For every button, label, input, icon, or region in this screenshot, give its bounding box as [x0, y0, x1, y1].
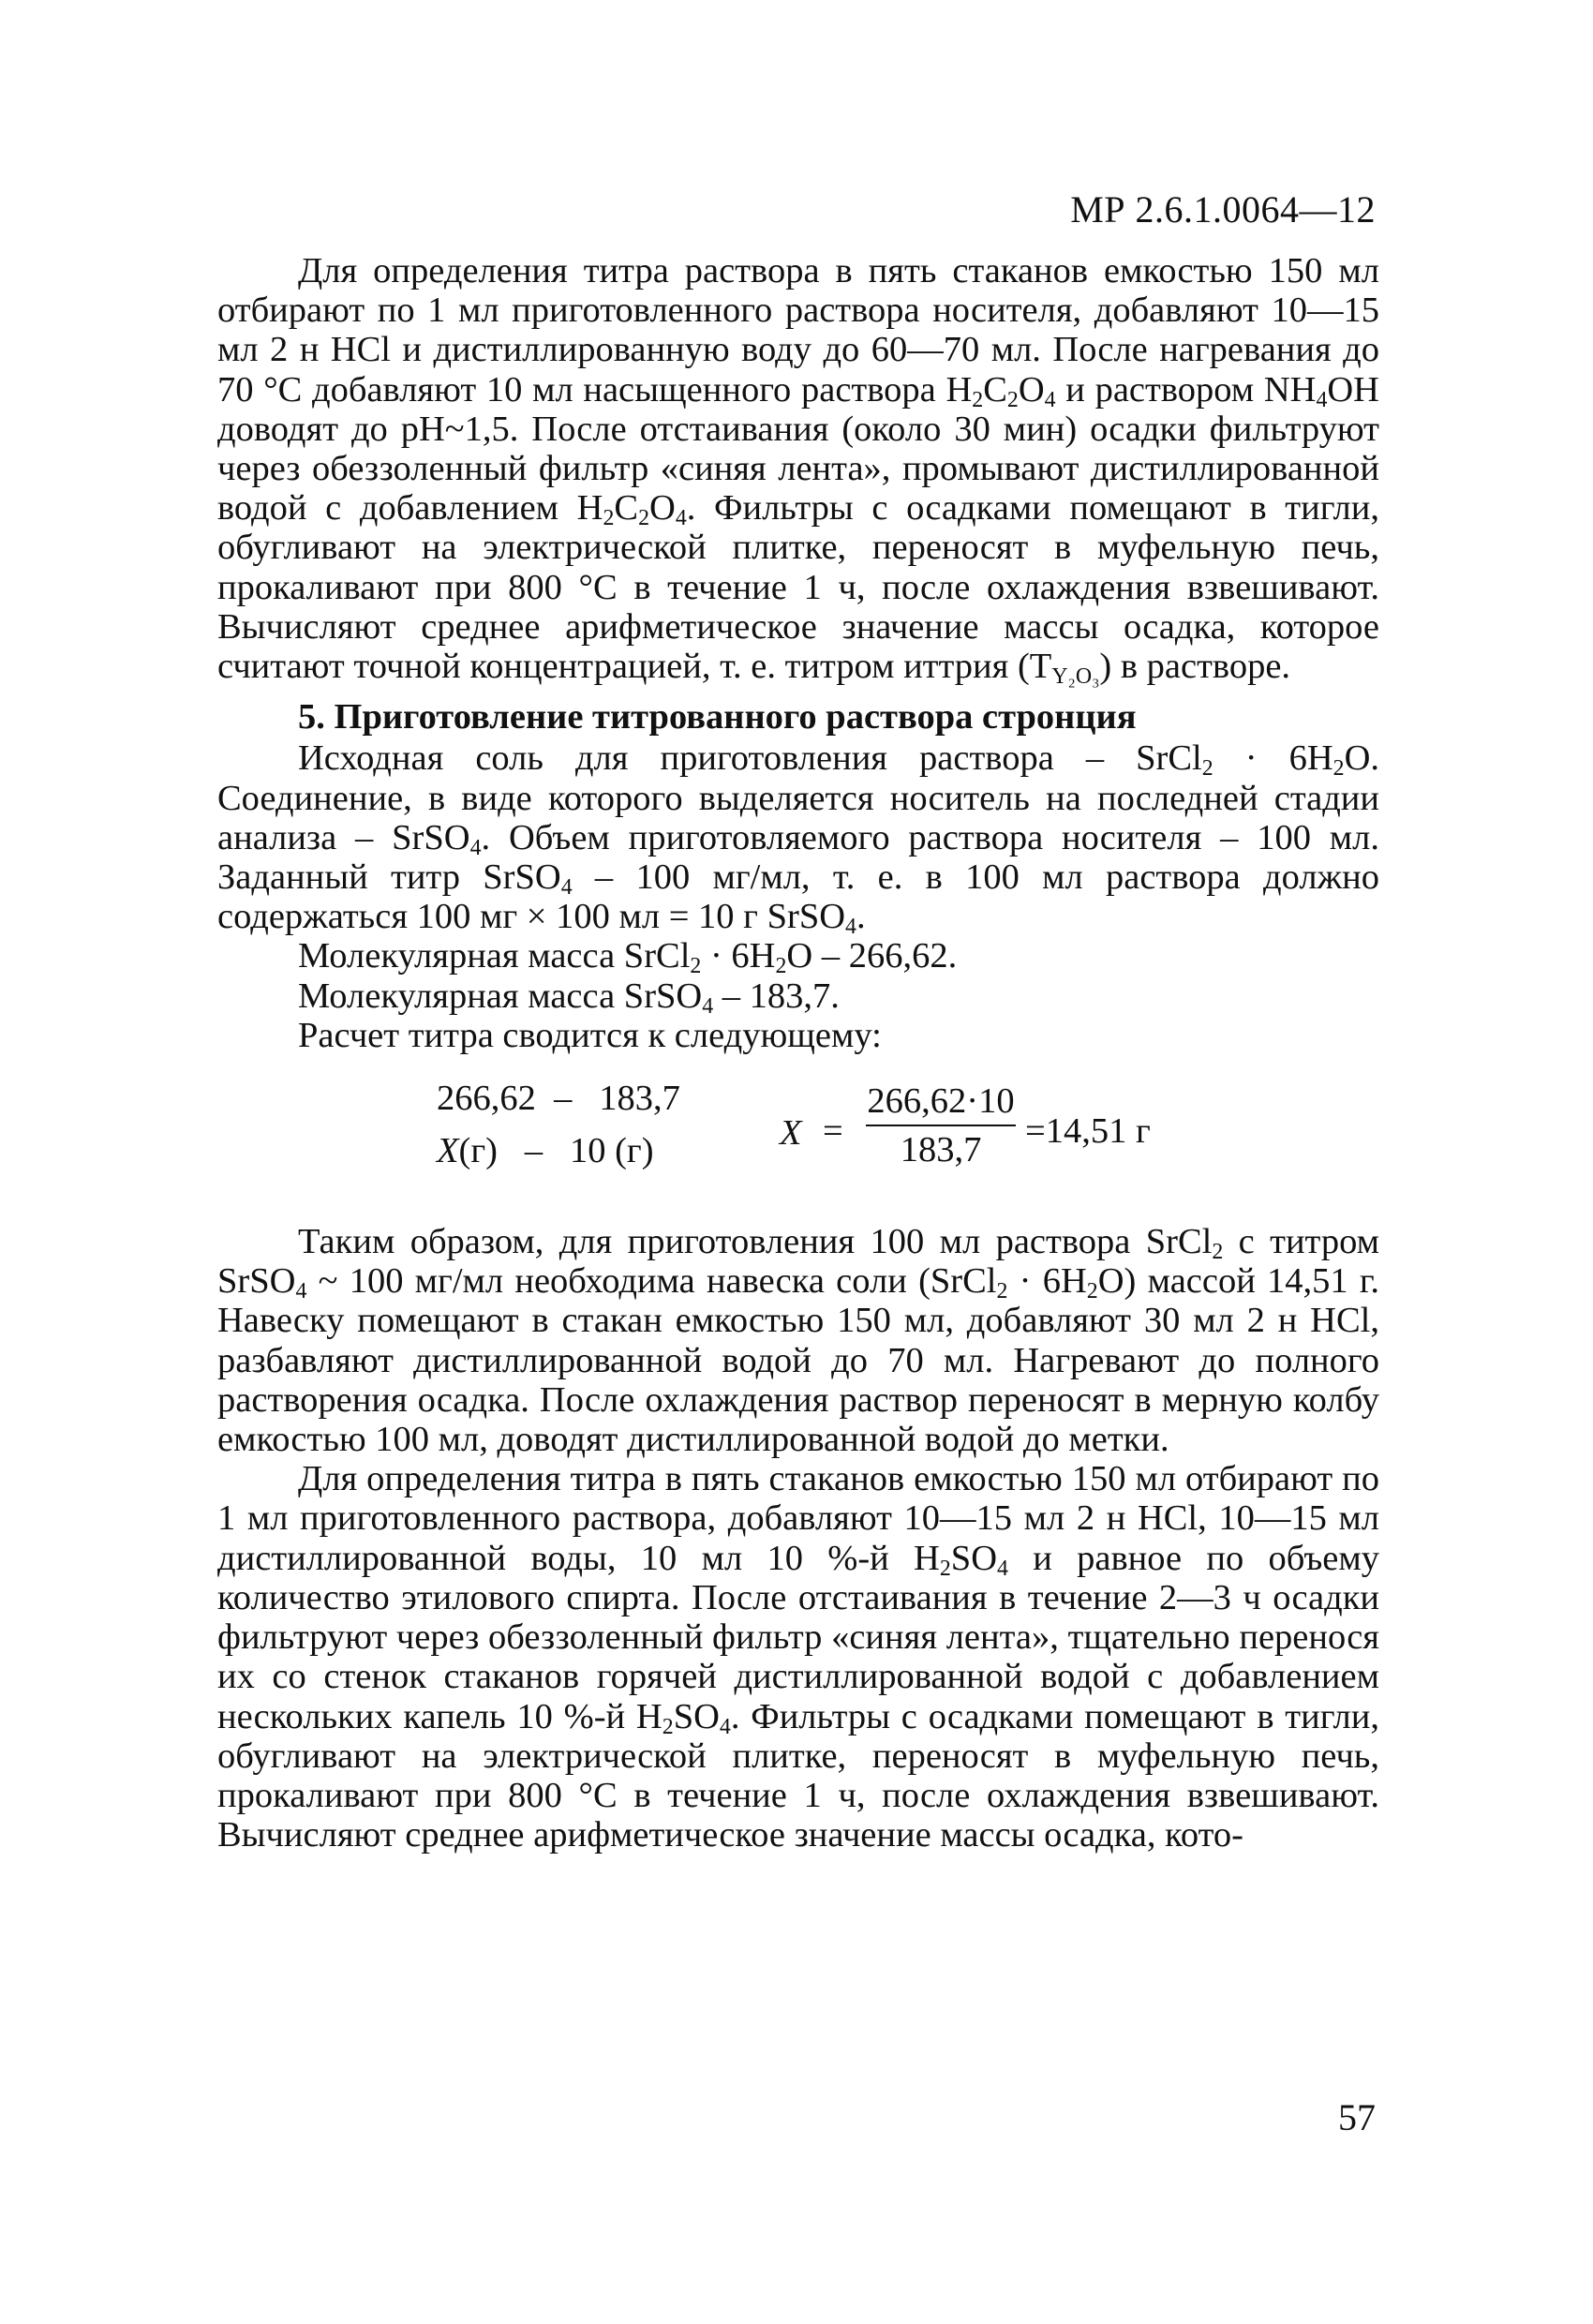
proportion-row-1: 266,62 – 183,7: [437, 1079, 680, 1119]
text: Для определения титра раствора в пять стаканов емкостью 150 мл отбирают по 1 мл приготовленного раствора носителя, добавляют 10—15 мл 2 н HCl и дистиллированную воду до 60—70 мл. После нагревания до 70 °С добавляют 10 мл насыщенного раствора H: [217, 251, 1379, 410]
section-heading: 5. Приготовление титрованного раствора стронция: [298, 697, 1137, 737]
subscript: 2: [690, 954, 702, 979]
calculation-intro: Расчет титра сводится к следующему:: [298, 1015, 882, 1055]
document-code-header: МР 2.6.1.0064—12: [1070, 188, 1376, 231]
subscript: 2: [1006, 387, 1019, 412]
text: · 6H: [1007, 1261, 1087, 1302]
text: . Фильтры с осадками помещают в тигли, обугливают на электрической плитке, переносят в муфельную печь, прокаливают при 800 °С в течение 1 ч, после охлаждения взвешивают. Вычисляют среднее арифметическое значение массы осадка, кото-: [217, 1696, 1380, 1855]
text: O) массой 14,51 г. Навеску помещают в стакан емкостью 150 мл, добавляют 30 мл 2 н HCl, разбавляют дистиллированной водой до 70 мл. Нагревают до полного растворения осадка. После охлаждения раствор переносят в мерную колбу емкостью 100 мл, доводят дистиллированной водой до метки.: [217, 1261, 1379, 1460]
text: O: [649, 488, 676, 529]
text: Молекулярная масса SrSO: [298, 976, 703, 1016]
text: C: [983, 369, 1007, 410]
text: Молекулярная масса SrCl: [298, 936, 691, 976]
text: · 6H: [701, 936, 776, 976]
subscript: 4: [719, 1714, 731, 1739]
text: O: [1018, 369, 1045, 410]
text: – 100 мг/мл, т. е. в 100 мл раствора должно содержаться 100 мг × 100 мл = 10 г SrSO: [217, 857, 1380, 937]
text: ~ 100 мг/мл необходима навеска соли (SrCl: [306, 1261, 997, 1302]
page-number: 57: [1338, 2096, 1376, 2138]
paragraph-strontium-titer: [217, 1459, 1379, 1855]
subscript: 4: [295, 1279, 307, 1304]
body-text: [217, 251, 1379, 1855]
fraction: [866, 1080, 1016, 1171]
molecular-mass-srso4: [217, 976, 1379, 1019]
paragraph-preparation: [217, 1222, 1379, 1459]
subscript: 2: [662, 1714, 674, 1739]
paragraph-yttrium-titer: [217, 251, 1379, 689]
proportion-row-2: [437, 1125, 680, 1177]
text: · 6H: [1213, 738, 1333, 779]
subscript: 4: [845, 915, 856, 940]
titer-formula: [217, 1072, 1379, 1194]
text: Таким образом, для приготовления 100 мл раствора SrCl: [298, 1222, 1213, 1262]
text: и раствором NH: [1055, 369, 1317, 410]
molecular-mass-srcl2: [217, 936, 1379, 979]
subscript: 2: [939, 1556, 951, 1581]
subscript: 2: [972, 387, 984, 412]
paragraph-strontium-source: [217, 738, 1380, 940]
text: . Фильтры с осадками помещают в тигли, обугливают на электрической плитке, переносят в муфельную печь, прокаливают при 800 °С в течение 1 ч, после охлаждения взвешивают. Вычисляют среднее арифметическое значение массы осадка, которое считают точной концентрацией, т. е. титром иттрия (T: [217, 488, 1379, 687]
text: SO: [950, 1538, 997, 1578]
text: . Объем приготовляемого раствора носителя – 100 мл. Заданный титр SrSO: [217, 817, 1380, 898]
text: SO: [673, 1696, 720, 1736]
text: и равное по объему количество этилового спирта. После отстаивания в течение 2—3 ч осадки фильтруют через обеззоленный фильтр «синяя лента», тщательно перенося их со стенок стаканов горячей дистиллированной водой с добавлением нескольких капель 10 %-й H: [217, 1538, 1379, 1736]
subscript: 2: [1201, 756, 1213, 782]
subscript: 2: [1086, 1279, 1098, 1304]
text: .: [856, 897, 866, 937]
text: O – 266,62.: [786, 936, 958, 976]
text: с титром SrSO: [217, 1222, 1379, 1302]
formula-result: =14,51 г: [1025, 1111, 1151, 1152]
subscript: 2: [775, 954, 787, 979]
text: C: [614, 488, 639, 529]
fraction-bar: [866, 1125, 1016, 1126]
text: O. Соединение, в виде которого выделяется носитель на последней стадии анализа – SrSO: [217, 738, 1379, 857]
subscript: 4: [1316, 387, 1328, 412]
subscript: 2: [996, 1279, 1008, 1304]
subscript: 4: [702, 993, 714, 1019]
variable-x: X: [437, 1131, 459, 1171]
subscript: Y₂O₃: [1051, 663, 1100, 689]
text: Для определения титра в пять стаканов емкостью 150 мл отбирают по 1 мл приготовленного раствора, добавляют 10—15 мл 2 н HCl, 10—15 мл дистиллированной воды, 10 мл 10 %-й H: [217, 1459, 1379, 1578]
denominator: 183,7: [900, 1130, 982, 1170]
text: Исходная соль для приготовления раствора – SrCl: [298, 738, 1202, 779]
subscript: 4: [997, 1556, 1008, 1581]
text: – 183,7.: [713, 976, 840, 1016]
subscript: 2: [1212, 1240, 1224, 1265]
subscript: 2: [638, 506, 650, 531]
numerator: 266,62·10: [867, 1081, 1015, 1122]
variable-x: X: [780, 1113, 802, 1154]
subscript: 4: [469, 835, 482, 860]
subscript: 4: [560, 875, 573, 900]
subscript: 2: [603, 506, 615, 531]
proportion: [437, 1072, 680, 1177]
subscript: 4: [675, 506, 687, 531]
text: OH доводят до рН~1,5. После отстаивания (около 30 мин) осадки фильтруют через обеззоленный фильтр «синяя лента», промывают дистиллированной водой с добавлением H: [217, 369, 1379, 529]
subscript: 4: [1044, 387, 1056, 412]
equals-sign: =: [823, 1111, 843, 1152]
text: (г) – 10 (г): [458, 1131, 654, 1171]
text: ) в растворе.: [1099, 647, 1291, 687]
subscript: 2: [1332, 756, 1345, 782]
